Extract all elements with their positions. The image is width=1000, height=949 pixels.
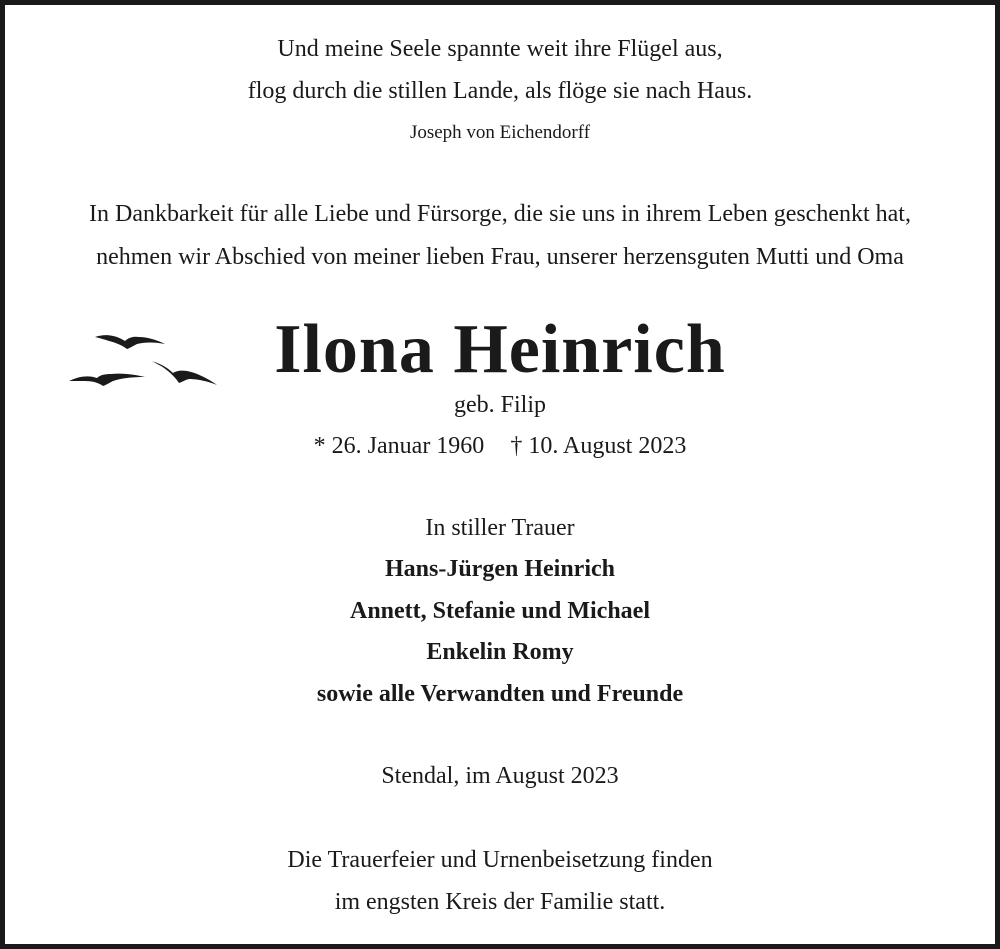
mourner-name: Annett, Stefanie und Michael <box>350 598 650 624</box>
mourner-name: Enkelin Romy <box>426 639 574 665</box>
intro-line-2: nehmen wir Abschied von meiner lieben Frau, unserer herzensguten Mutti und Oma <box>96 244 904 270</box>
intro-line-1: In Dankbarkeit für alle Liebe und Fürsorge, die sie uns in ihrem Leben geschenkt hat, <box>89 201 911 227</box>
mourner-name: Hans-Jürgen Heinrich <box>384 556 615 582</box>
mourning-heading: In stiller Trauer <box>425 515 575 541</box>
poem-line-2: flog durch die stillen Lande, als flöge sie nach Haus. <box>247 78 753 104</box>
life-dates <box>5 433 995 460</box>
poem-author: Joseph von Eichendorff <box>409 122 591 143</box>
funeral-line-1: Die Trauerfeier und Urnenbeisetzung finden <box>287 847 713 873</box>
birth-date: * 26. Januar 1960 <box>313 433 485 459</box>
maiden-name: geb. Filip <box>453 392 546 418</box>
poem-line-1: Und meine Seele spannte weit ihre Flügel aus, <box>277 36 723 62</box>
deceased-name: Ilona Heinrich <box>274 311 726 388</box>
funeral-line-2: im engsten Kreis der Familie statt. <box>334 889 666 915</box>
place-date: Stendal, im August 2023 <box>381 763 619 789</box>
mourner-name: sowie alle Verwandten und Freunde <box>316 681 684 707</box>
death-date: † 10. August 2023 <box>510 433 687 459</box>
